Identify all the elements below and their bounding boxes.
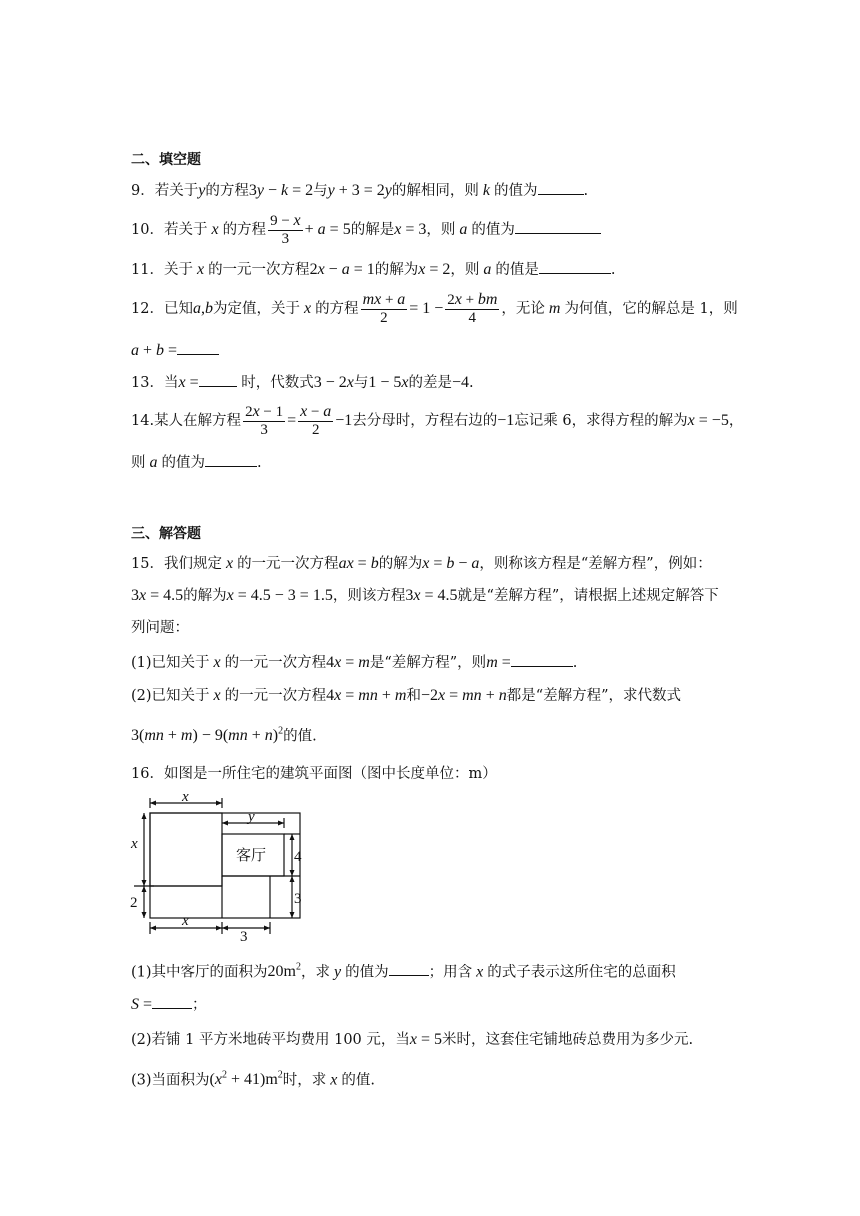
question-16-part-2: (2)若铺 1 平方米地砖平均费用 100 元，当x = 5米时，这套住宅铺地砖总费用为多少元. bbox=[131, 1031, 694, 1048]
label-x-left: x bbox=[131, 836, 138, 852]
label-y-top: y bbox=[248, 809, 255, 825]
plan-outline bbox=[150, 813, 300, 918]
question-15-line-3: 列问题： bbox=[131, 620, 189, 636]
section-title-fill-blank: 二、填空题 bbox=[131, 152, 201, 168]
section-title-solutions: 三、解答题 bbox=[131, 526, 201, 542]
question-9: 9．若关于y的方程3y − k = 2与y + 3 = 2y的解相同，则 k 的值为 . bbox=[131, 182, 589, 199]
question-12: 12．已知a,b为定值，关于 x 的方程 $\frac{mx + a}{2}$ = 1 − $\frac{2x + bm}{4}$ ，无论 m 为何值，它的解总是 1，则 bbox=[131, 291, 738, 326]
label-4: 4 bbox=[294, 849, 302, 865]
label-3-bottom: 3 bbox=[240, 929, 248, 942]
question-15-line-2: 3x = 4.5的解为x = 4.5 − 3 = 1.5，则该方程3x = 4.5就是“差解方程”，请根据上述规定解答下 bbox=[131, 587, 719, 604]
question-13: 13．当x = 时，代数式3 − 2x与1 − 5x的差是−4. bbox=[131, 374, 474, 391]
answer-blank[interactable] bbox=[152, 994, 192, 1009]
answer-blank[interactable] bbox=[515, 219, 601, 234]
answer-blank[interactable] bbox=[538, 180, 584, 195]
question-16: 16．如图是一所住宅的建筑平面图（图中长度单位：m） bbox=[131, 766, 497, 782]
label-living-room: 客厅 bbox=[236, 848, 267, 864]
question-15-part-2-line-2: 3(mn + m) − 9(mn + n)$^2$的值. bbox=[131, 726, 317, 745]
question-14: 14.某人在解方程 $\frac{2x - 1}{3}$ = $\frac{x - a}{2}$ −1去分母时，方程右边的−1忘记乘 6，求得方程的解为x = −5， bbox=[131, 403, 744, 438]
answer-blank[interactable] bbox=[199, 372, 237, 387]
question-16-part-3: (3)当面积为$(x^2 + 41)m^2$时，求 x 的值. bbox=[131, 1070, 375, 1089]
answer-blank[interactable] bbox=[511, 652, 573, 667]
label-2: 2 bbox=[130, 895, 138, 911]
floor-plan-figure bbox=[126, 792, 306, 942]
label-3-right: 3 bbox=[294, 891, 302, 907]
answer-blank[interactable] bbox=[177, 340, 219, 355]
question-12-line-2: a + b = bbox=[131, 340, 219, 361]
question-11: 11．关于 x 的一元一次方程2x − a = 1的解为x = 2，则 a 的值是 . bbox=[131, 261, 616, 278]
question-16-part-1: (1)其中客厅的面积为$20m^2$，求 y 的值为 ；用含 x 的式子表示这所住宅的总面积 bbox=[131, 962, 676, 981]
question-16-part-1-line-2: S = ； bbox=[131, 996, 207, 1013]
question-14-line-2: 则 a 的值为 . bbox=[131, 454, 262, 471]
question-15: 15．我们规定 x 的一元一次方程ax = b的解为x = b − a，则称该方程是“差解方程”，例如： bbox=[131, 555, 712, 572]
question-15-part-1: (1)已知关于 x 的一元一次方程4x = m是“差解方程”，则m = . bbox=[131, 654, 578, 671]
question-15-part-2: (2)已知关于 x 的一元一次方程4x = mn + m和−2x = mn + n都是“差解方程”，求代数式 bbox=[131, 687, 682, 704]
answer-blank[interactable] bbox=[539, 259, 611, 274]
answer-blank[interactable] bbox=[205, 452, 257, 467]
label-x-top: x bbox=[182, 792, 189, 805]
answer-blank[interactable] bbox=[389, 961, 429, 976]
question-10: 10．若关于 x 的方程 $\frac{9 - x}{3}$ + a = 5的解是x = 3，则 a 的值为 bbox=[131, 212, 601, 246]
label-x-bottom: x bbox=[182, 913, 189, 929]
